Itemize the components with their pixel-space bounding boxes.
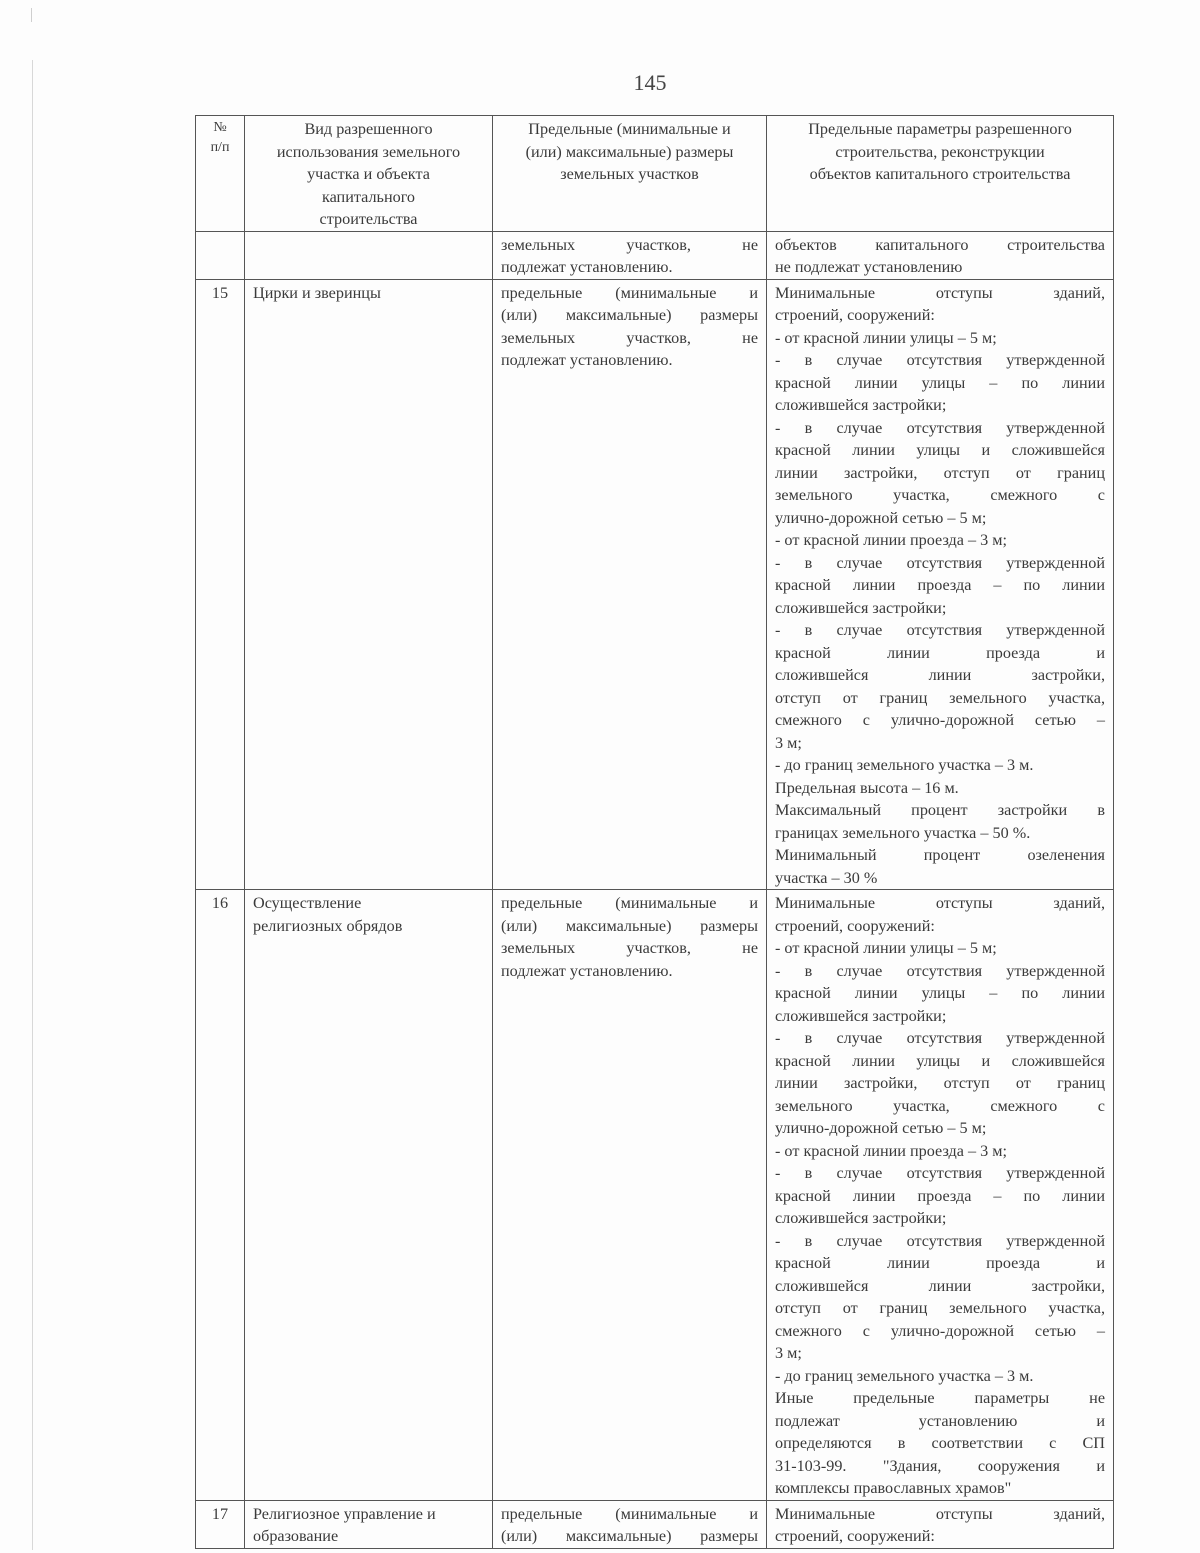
cell-text-line: подлежат установлению. [501, 961, 673, 980]
cell-text-line: линии застройки, отступ от границ [775, 1074, 1105, 1092]
cell-text-line: Минимальные отступы зданий, [775, 894, 1105, 912]
table-body [196, 231, 1114, 1548]
cell-text-line: линии застройки, отступ от границ [775, 463, 1105, 482]
cell-text-line: - в случае отсутствия утвержденной [775, 621, 1105, 639]
cell-text-line: Минимальный процент озеленения [775, 846, 1105, 864]
cell-text-line: объектов капитального строительства [775, 235, 1105, 254]
cell-text-line: красной линии проезда – по линии [775, 1186, 1105, 1205]
cell-text-line: земельных участков, не [501, 939, 758, 957]
cell-text-line: отступ от границ земельного участка, [775, 688, 1105, 707]
land-use-table [195, 115, 1114, 1549]
cell-text-line: 31-103-99. "Здания, сооружения и [775, 1456, 1105, 1475]
header-build-params: Предельные параметры разрешенного строительства, реконструкции объектов капитального строительства [767, 116, 1114, 232]
cell-text-line: (или) максимальные) размеры [501, 916, 758, 935]
cell-text-line: земельных участков, не [501, 328, 758, 347]
cell-size [493, 890, 767, 1501]
table-row [196, 890, 1114, 1501]
cell-text-line: строений, сооружений: [775, 306, 935, 324]
header-number: № п/п [196, 116, 245, 232]
cell-text-line: подлежат установлению. [501, 258, 673, 276]
table-row [196, 279, 1114, 890]
row-number: 17 [196, 1500, 245, 1548]
cell-text-line: - от красной линии улицы – 5 м; [775, 328, 997, 347]
cell-text-line: Цирки и зверинцы [253, 283, 381, 302]
cell-type [245, 1500, 493, 1548]
cell-text-line: - до границ земельного участка – 3 м. [775, 756, 1034, 774]
cell-text-line: религиозных обрядов [253, 916, 403, 935]
table-header-row [196, 116, 1114, 232]
cell-text-line: 3 м; [775, 1344, 802, 1362]
row-number: 15 [196, 279, 245, 890]
cell-text-line: - от красной линии проезда – 3 м; [775, 1141, 1008, 1160]
cell-text-line: Осуществление [253, 894, 362, 912]
cell-text-line: сложившейся линии застройки, [775, 1276, 1105, 1295]
cell-text-line: участка – 30 % [775, 868, 878, 887]
cell-text-line: строений, сооружений: [775, 916, 935, 935]
page-number: 145 [633, 70, 667, 95]
cell-text-line: предельные (минимальные и [501, 283, 758, 302]
cell-type [245, 890, 493, 1501]
cell-text-line: - в случае отсутствия утвержденной [775, 418, 1105, 437]
header-plot-size: Предельные (минимальные и (или) максимальные) размеры земельных участков [493, 116, 767, 232]
cell-text-line: - от красной линии проезда – 3 м; [775, 531, 1008, 549]
cell-text-line: комплексы православных храмов" [775, 1479, 1012, 1497]
cell-text-line: границах земельного участка – 50 %. [775, 823, 1031, 842]
cell-text-line: - от красной линии улицы – 5 м; [775, 939, 997, 957]
cell-size [493, 279, 767, 890]
cell-text-line: сложившейся линии застройки, [775, 666, 1105, 684]
cell-text-line: красной линии проезда – по линии [775, 576, 1105, 594]
cell-text-line: - до границ земельного участка – 3 м. [775, 1366, 1034, 1385]
cell-text-line: сложившейся застройки; [775, 598, 947, 617]
cell-text-line: определяются в соответствии с СП [775, 1434, 1105, 1452]
scan-margin-line [32, 60, 33, 1550]
header-use-type: Вид разрешенного использования земельного участка и объекта капитального строительства [245, 116, 493, 232]
cell-text-line: земельного участка, смежного с [775, 486, 1105, 504]
cell-text-line: предельные (минимальные и [501, 894, 758, 912]
cell-text-line: Минимальные отступы зданий, [775, 283, 1105, 302]
cell-text-line: Иные предельные параметры не [775, 1389, 1105, 1407]
cell-size [493, 231, 767, 279]
cell-text-line: смежного с улично-дорожной сетью – [775, 1321, 1105, 1340]
cell-type [245, 231, 493, 279]
cell-text-line: Религиозное управление и [253, 1504, 436, 1523]
cell-text-line: - в случае отсутствия утвержденной [775, 1029, 1105, 1047]
cell-text-line: не подлежат установлению [775, 258, 963, 276]
cell-params [767, 231, 1114, 279]
cell-text-line: предельные (минимальные и [501, 1504, 758, 1523]
cell-size [493, 1500, 767, 1548]
cell-text-line: земельного участка, смежного с [775, 1096, 1105, 1115]
cell-text-line: - в случае отсутствия утвержденной [775, 1231, 1105, 1250]
cell-type [245, 279, 493, 890]
cell-text-line: - в случае отсутствия утвержденной [775, 351, 1105, 369]
cell-text-line: сложившейся застройки; [775, 396, 947, 414]
cell-text-line: подлежат установлению и [775, 1411, 1105, 1430]
cell-text-line: 3 м; [775, 733, 802, 752]
cell-text-line: красной линии улицы и сложившейся [775, 1051, 1105, 1070]
cell-text-line: - в случае отсутствия утвержденной [775, 961, 1105, 980]
cell-text-line: красной линии проезда и [775, 643, 1105, 662]
table-row [196, 231, 1114, 279]
cell-text-line: - в случае отсутствия утвержденной [775, 1164, 1105, 1182]
cell-text-line: земельных участков, не [501, 235, 758, 254]
cell-text-line: смежного с улично-дорожной сетью – [775, 711, 1105, 729]
cell-text-line: улично-дорожной сетью – 5 м; [775, 508, 987, 527]
cell-text-line: образование [253, 1527, 339, 1545]
cell-text-line: Предельная высота – 16 м. [775, 778, 959, 797]
cell-text-line: подлежат установлению. [501, 351, 673, 369]
cell-params [767, 279, 1114, 890]
cell-text-line: улично-дорожной сетью – 5 м; [775, 1119, 987, 1137]
cell-text-line: сложившейся застройки; [775, 1209, 947, 1227]
cell-text-line: строений, сооружений: [775, 1527, 935, 1545]
cell-params [767, 1500, 1114, 1548]
cell-text-line: красной линии улицы – по линии [775, 373, 1105, 392]
row-number [196, 231, 245, 279]
cell-text-line: красной линии улицы и сложившейся [775, 441, 1105, 459]
cell-text-line: сложившейся застройки; [775, 1006, 947, 1025]
cell-text-line: (или) максимальные) размеры [501, 1527, 758, 1545]
cell-text-line: - в случае отсутствия утвержденной [775, 553, 1105, 572]
cell-text-line: отступ от границ земельного участка, [775, 1299, 1105, 1317]
table-row [196, 1500, 1114, 1548]
cell-text-line: красной линии проезда и [775, 1254, 1105, 1272]
cell-text-line: Максимальный процент застройки в [775, 801, 1105, 819]
cell-text-line: (или) максимальные) размеры [501, 306, 758, 324]
cell-text-line: красной линии улицы – по линии [775, 984, 1105, 1002]
cell-text-line: Минимальные отступы зданий, [775, 1504, 1105, 1523]
scan-margin-tick [31, 8, 32, 22]
row-number: 16 [196, 890, 245, 1501]
cell-params [767, 890, 1114, 1501]
